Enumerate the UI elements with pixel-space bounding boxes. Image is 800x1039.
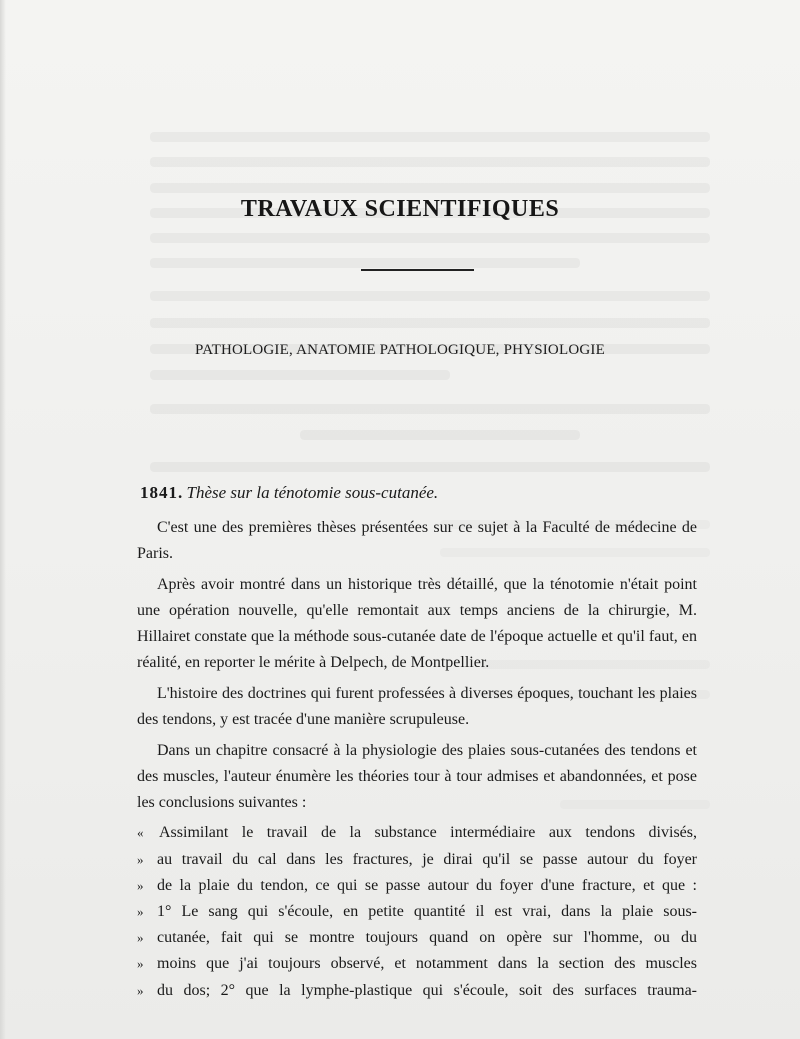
title-divider [361, 269, 474, 271]
quote-mark: » [137, 851, 144, 867]
quote-mark: » [137, 982, 144, 998]
entry-separator: . [178, 483, 183, 502]
quote-mark: » [137, 904, 144, 920]
entry-thesis-title: Thèse sur la ténotomie sous-cutanée. [186, 483, 439, 502]
page-title: TRAVAUX SCIENTIFIQUES [240, 196, 560, 222]
body-text [137, 515, 697, 1004]
quote-line [137, 925, 697, 951]
entry-heading [140, 483, 438, 503]
quote-line-text: au travail du cal dans les fractures, je dirai qu'il se passe autour du foyer [157, 850, 697, 868]
quote-line-text: cutanée, fait qui se montre toujours quand on opère sur l'homme, ou du [157, 929, 697, 947]
quote-mark: » [137, 877, 144, 893]
quote-line [137, 847, 697, 873]
quote-mark: » [137, 956, 144, 972]
paragraph: L'histoire des doctrines qui furent professées à diverses époques, touchant les plaies des tendons, y est tracée d'une manière scrupuleuse. [137, 684, 697, 729]
page-edge-shadow [0, 0, 6, 1039]
entry-year: 1841 [140, 483, 178, 502]
quote-line [137, 978, 697, 1004]
section-subtitle: PATHOLOGIE, ANATOMIE PATHOLOGIQUE, PHYSIOLOGIE [195, 342, 605, 358]
quote-line [137, 820, 697, 846]
quote-line-text: moins que j'ai toujours observé, et notamment dans la section des muscles [157, 955, 697, 973]
quotation-block [137, 820, 697, 1003]
quote-line [137, 899, 697, 925]
paragraph: Après avoir montré dans un historique très détaillé, que la ténotomie n'était point une opération nouvelle, qu'elle remontait aux temps anciens de la chirurgie, M. Hillairet constate que la méthode sous-cutanée date de l'époque actuelle et qu'il faut, en réalité, en reporter le mérite à Delpech, de Montpellier. [137, 575, 697, 672]
quote-line-text: Assimilant le travail de la substance intermédiaire aux tendons divisés, [159, 824, 697, 842]
quote-line [137, 873, 697, 899]
quote-line-text: de la plaie du tendon, ce qui se passe autour du foyer d'une fracture, et que : [157, 876, 697, 894]
quote-line [137, 951, 697, 977]
quote-mark: « [137, 825, 144, 841]
paragraph: Dans un chapitre consacré à la physiologie des plaies sous-cutanées des tendons et des muscles, l'auteur énumère les théories tour à tour admises et abandonnées, et pose les conclusions suivantes : [137, 741, 697, 811]
quote-line-text: 1° Le sang qui s'écoule, en petite quantité il est vrai, dans la plaie sous- [157, 903, 697, 921]
quote-mark: » [137, 930, 144, 946]
quote-line-text: du dos; 2° que la lymphe-plastique qui s'écoule, soit des surfaces trauma- [157, 981, 697, 999]
paragraph: C'est une des premières thèses présentées sur ce sujet à la Faculté de médecine de Paris. [137, 519, 697, 563]
